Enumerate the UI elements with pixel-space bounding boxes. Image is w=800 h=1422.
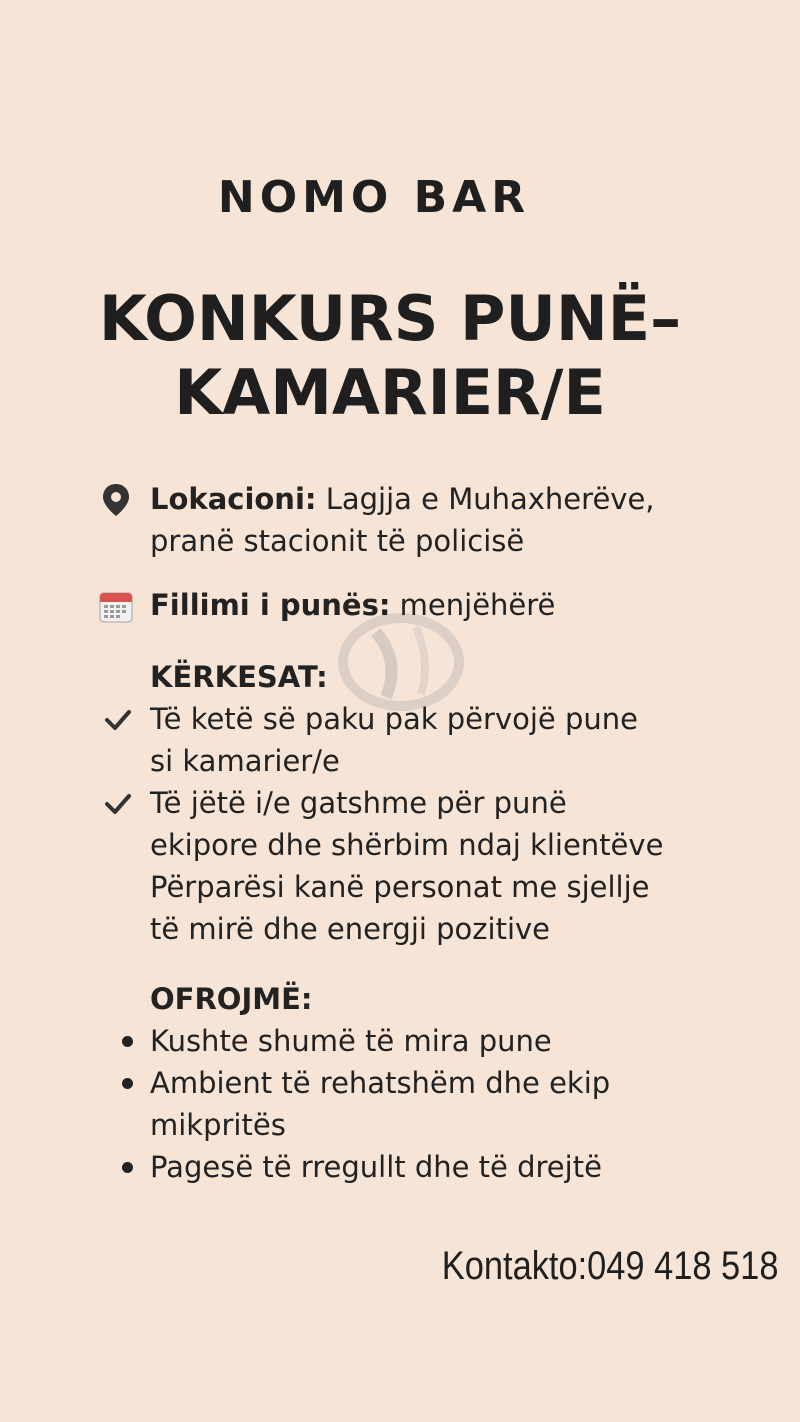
poster-content [150, 478, 750, 1188]
calendar-icon [98, 588, 134, 624]
offer-item [150, 1146, 750, 1188]
location-row [150, 478, 750, 562]
start-row [150, 584, 750, 626]
checkmark-icon [102, 788, 134, 820]
requirement-line: Përparësi kanë personat me sjellje [150, 870, 650, 904]
requirement-line: ekipore dhe shërbim ndaj klientëve [150, 828, 664, 862]
start-value: menjëhërë [390, 588, 556, 622]
offer-line: Ambient të rehatshëm dhe ekip [150, 1066, 611, 1100]
requirement-line: Të ketë së paku pak përvojë pune [150, 702, 638, 736]
requirement-line: Të jëtë i/e gatshme për punë [150, 786, 567, 820]
location-label: Lokacioni: [150, 482, 317, 516]
offers-heading: OFROJMË: [150, 982, 313, 1016]
title-line-1: KONKURS PUNË– [98, 282, 682, 355]
requirement-line: si kamarier/e [150, 744, 340, 778]
offer-item [150, 1062, 750, 1146]
title-line-2: KAMARIER/E [174, 356, 606, 429]
location-value-line-2: pranë stacionit të policisë [150, 524, 525, 558]
offer-item [150, 1020, 750, 1062]
offer-line: Kushte shumë të mira pune [150, 1024, 552, 1058]
location-pin-icon [98, 482, 134, 518]
offer-line: Pagesë të rregullt dhe të drejtë [150, 1150, 602, 1184]
location-value-line-1: Lagjja e Muhaxherëve, [316, 482, 655, 516]
start-label: Fillimi i punës: [150, 588, 391, 622]
bullet-icon [122, 1036, 133, 1047]
contact-phone: Kontakto:049 418 518 [441, 1244, 778, 1288]
poster-title [40, 282, 740, 430]
offer-line: mikpritës [150, 1108, 286, 1142]
checkmark-icon [102, 704, 134, 736]
requirement-item [150, 782, 750, 950]
brand-name: NOMO BAR [217, 172, 531, 223]
requirement-line: të mirë dhe energji pozitive [150, 912, 551, 946]
bullet-icon [122, 1078, 133, 1089]
requirement-item [150, 698, 750, 782]
bullet-icon [122, 1162, 133, 1173]
requirements-heading: KËRKESAT: [150, 660, 328, 694]
